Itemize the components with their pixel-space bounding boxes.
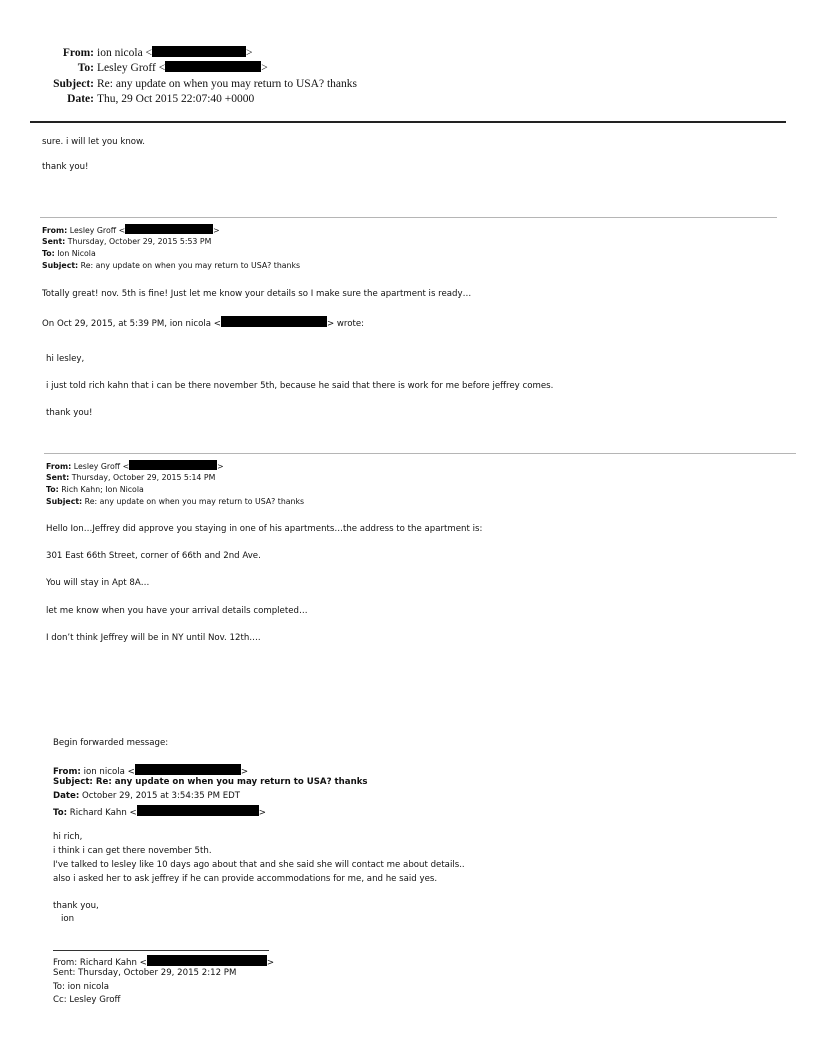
msg3-to-label: To:	[46, 485, 59, 494]
quoted-line: thank you!	[46, 408, 93, 418]
msg3-line: Hello Ion…Jeffrey did approve you staying in one of his apartments…the address to the apartment is:	[46, 524, 483, 534]
header-from-row	[0, 46, 253, 61]
msg2-quote-post: > wrote:	[326, 319, 365, 329]
fwd-to-label: To:	[53, 808, 68, 818]
msg2-quote-pre: On Oct 29, 2015, at 5:39 PM, ion nicola <	[42, 319, 221, 329]
fwd-line: i think i can get there november 5th.	[53, 846, 212, 856]
fwd-subject-value: Re: any update on when you may return to USA? thanks	[95, 777, 368, 787]
orig-from-name: From: Richard Kahn <	[53, 958, 147, 968]
redaction-block	[147, 955, 267, 966]
quoted-line: i just told rich kahn that i can be there november 5th, because he said that there is work for me before jeffrey comes.	[46, 381, 554, 391]
quoted-line: hi lesley,	[46, 354, 85, 364]
orig-sent-row: Sent: Thursday, October 29, 2015 2:12 PM	[53, 968, 237, 978]
msg3-subject-value: Re: any update on when you may return to USA? thanks	[84, 497, 305, 506]
redaction-block	[152, 46, 246, 57]
msg3-line: let me know when you have your arrival details completed…	[46, 606, 308, 616]
orig-cc-row: Cc: Lesley Groff	[53, 995, 121, 1005]
fwd-date-value: October 29, 2015 at 3:54:35 PM EDT	[82, 791, 241, 801]
fwd-from-name: ion nicola <	[83, 767, 135, 777]
fwd-to-end: >	[258, 808, 266, 818]
message-divider	[44, 453, 796, 454]
redaction-block	[125, 224, 213, 234]
redaction-block	[221, 316, 327, 327]
header-to-label: To:	[77, 62, 94, 74]
header-from-end: >	[246, 47, 253, 59]
orig-to-row: To: ion nicola	[53, 982, 109, 992]
msg2-to-label: To:	[42, 249, 55, 258]
msg3-sent-value: Thursday, October 29, 2015 5:14 PM	[71, 473, 216, 482]
msg3-sent-row	[46, 472, 215, 484]
msg3-to-value: Rich Kahn; Ion Nicola	[61, 485, 144, 494]
msg3-from-name: Lesley Groff <	[73, 462, 130, 471]
msg2-subject-value: Re: any update on when you may return to USA? thanks	[80, 261, 301, 270]
header-subject-label: Subject:	[53, 78, 94, 90]
fwd-line: also i asked her to ask jeffrey if he can provide accommodations for me, and he said yes.	[53, 874, 438, 884]
msg3-subject-label: Subject:	[46, 497, 83, 506]
msg2-sent-row	[42, 236, 211, 248]
message-divider	[40, 217, 777, 218]
msg3-to-row	[46, 484, 144, 496]
msg3-line: I don’t think Jeffrey will be in NY until Nov. 12th….	[46, 633, 261, 643]
msg2-from-label: From:	[42, 226, 68, 235]
fwd-subject-row	[53, 777, 368, 787]
redaction-block	[165, 61, 261, 72]
fwd-line: ion	[61, 914, 75, 924]
msg2-to-row	[42, 248, 96, 260]
msg3-from-end: >	[217, 462, 224, 471]
header-subject-value: Re: any update on when you may return to USA? thanks	[97, 78, 357, 90]
header-from-name: ion nicola <	[97, 47, 153, 59]
msg3-line: You will stay in Apt 8A…	[46, 578, 150, 588]
msg2-sent-value: Thursday, October 29, 2015 5:53 PM	[67, 237, 212, 246]
fwd-line: thank you,	[53, 901, 99, 911]
msg2-subject-label: Subject:	[42, 261, 79, 270]
msg2-sent-label: Sent:	[42, 237, 66, 246]
fwd-date-label: Date:	[53, 791, 80, 801]
header-to-end: >	[261, 62, 268, 74]
fwd-from-end: >	[240, 767, 249, 777]
msg2-subject-row	[42, 260, 300, 272]
msg3-sent-label: Sent:	[46, 473, 70, 482]
signature-divider	[53, 950, 269, 951]
msg3-from-label: From:	[46, 462, 72, 471]
fwd-subject-label: Subject:	[53, 777, 93, 787]
msg2-body: Totally great! nov. 5th is fine! Just let me know your details so I make sure the apartment is ready…	[42, 289, 472, 299]
orig-from-row	[53, 955, 274, 968]
fwd-date-row	[53, 791, 240, 801]
header-from-label: From:	[62, 47, 94, 59]
header-divider	[30, 121, 786, 123]
msg3-line: 301 East 66th Street, corner of 66th and 2nd Ave.	[46, 551, 261, 561]
fwd-from-row	[53, 764, 248, 777]
header-date-label: Date:	[67, 93, 94, 105]
fwd-to-name: Richard Kahn <	[69, 808, 137, 818]
msg2-quote-intro	[42, 316, 364, 329]
redaction-block	[135, 764, 241, 775]
msg2-from-name: Lesley Groff <	[69, 226, 126, 235]
header-date-value: Thu, 29 Oct 2015 22:07:40 +0000	[97, 93, 255, 105]
fwd-line: I've talked to lesley like 10 days ago about that and she said she will contact me about details..	[53, 860, 465, 870]
orig-from-end: >	[266, 958, 275, 968]
redaction-block	[129, 460, 217, 470]
header-date-row	[0, 92, 254, 107]
header-to-row	[0, 61, 268, 76]
reply-line: thank you!	[42, 162, 89, 172]
msg2-to-value: Ion Nicola	[57, 249, 96, 258]
msg3-subject-row	[46, 496, 304, 508]
header-subject-row	[0, 77, 357, 92]
header-to-name: Lesley Groff <	[97, 62, 166, 74]
fwd-line: hi rich,	[53, 832, 83, 842]
reply-line: sure. i will let you know.	[42, 137, 146, 147]
forwarded-intro: Begin forwarded message:	[53, 738, 169, 748]
msg2-from-end: >	[213, 226, 220, 235]
fwd-to-row	[53, 805, 266, 818]
fwd-from-label: From:	[53, 767, 81, 777]
redaction-block	[137, 805, 259, 816]
